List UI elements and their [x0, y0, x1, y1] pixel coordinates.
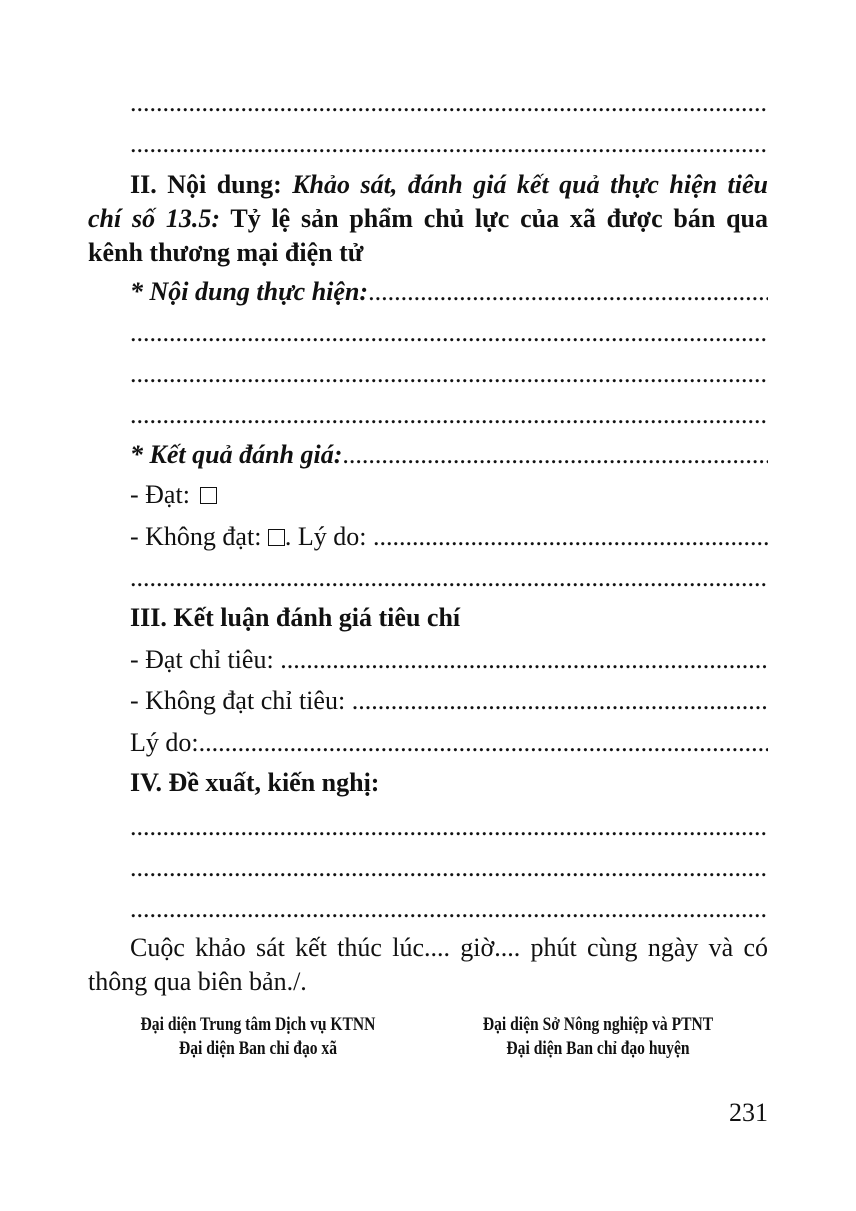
- pass-target-line: - Đạt chỉ tiêu: .....: [88, 643, 768, 677]
- pass-checkbox[interactable]: [200, 487, 217, 504]
- fail-target-line: - Không đạt chỉ tiêu: .....: [88, 684, 768, 718]
- dotted-fill-line: [88, 561, 768, 595]
- section2-heading-line2: chí số 13.5: Tỷ lệ sản phẩm chủ lực của xã được bán qua: [88, 204, 768, 233]
- signature-left: [94, 1013, 422, 1061]
- dotted-fill-line: [88, 892, 768, 926]
- signature-right-line2: Đại diện Ban chỉ đạo huyện: [506, 1038, 690, 1059]
- section4-heading: IV. Đề xuất, kiến nghị:: [130, 768, 380, 797]
- result-label: * Kết quả đánh giá:: [130, 440, 343, 469]
- closing-line1: Cuộc khảo sát kết thúc lúc.... giờ.... phút cùng ngày và có: [130, 933, 768, 962]
- fail-checkbox[interactable]: [268, 529, 285, 546]
- page-number: 231: [729, 1098, 768, 1127]
- section3-heading: III. Kết luận đánh giá tiêu chí: [130, 603, 461, 632]
- content-label: * Nội dung thực hiện:: [130, 277, 369, 306]
- signature-left-line2: Đại diện Ban chỉ đạo xã: [178, 1038, 338, 1059]
- result-label-line: [88, 438, 768, 472]
- dotted-fill-line: [88, 357, 768, 391]
- section2-heading-line3: kênh thương mại điện tử: [88, 238, 364, 267]
- dotted-fill-line: [88, 398, 768, 432]
- dotted-fill-line: [88, 851, 768, 885]
- signature-right-line1: Đại diện Sở Nông nghiệp và PTNT: [482, 1014, 714, 1035]
- dotted-fill-line: [88, 127, 768, 161]
- section2-heading-line1: II. Nội dung: Khảo sát, đánh giá kết quả thực hiện tiêu: [130, 170, 768, 199]
- dotted-fill-line: [88, 810, 768, 844]
- content-label-line: [88, 275, 768, 309]
- pass-line: - Đạt:: [88, 478, 768, 512]
- dotted-fill-line: [88, 86, 768, 120]
- signature-left-line1: Đại diện Trung tâm Dịch vụ KTNN: [140, 1014, 376, 1035]
- dotted-fill-line: [88, 316, 768, 350]
- signature-right: [434, 1013, 762, 1061]
- reason-line: Lý do: .....: [88, 726, 768, 760]
- fail-line: - Không đạt: . Lý do: .....: [88, 520, 768, 554]
- closing-line2: thông qua biên bản./.: [88, 967, 307, 996]
